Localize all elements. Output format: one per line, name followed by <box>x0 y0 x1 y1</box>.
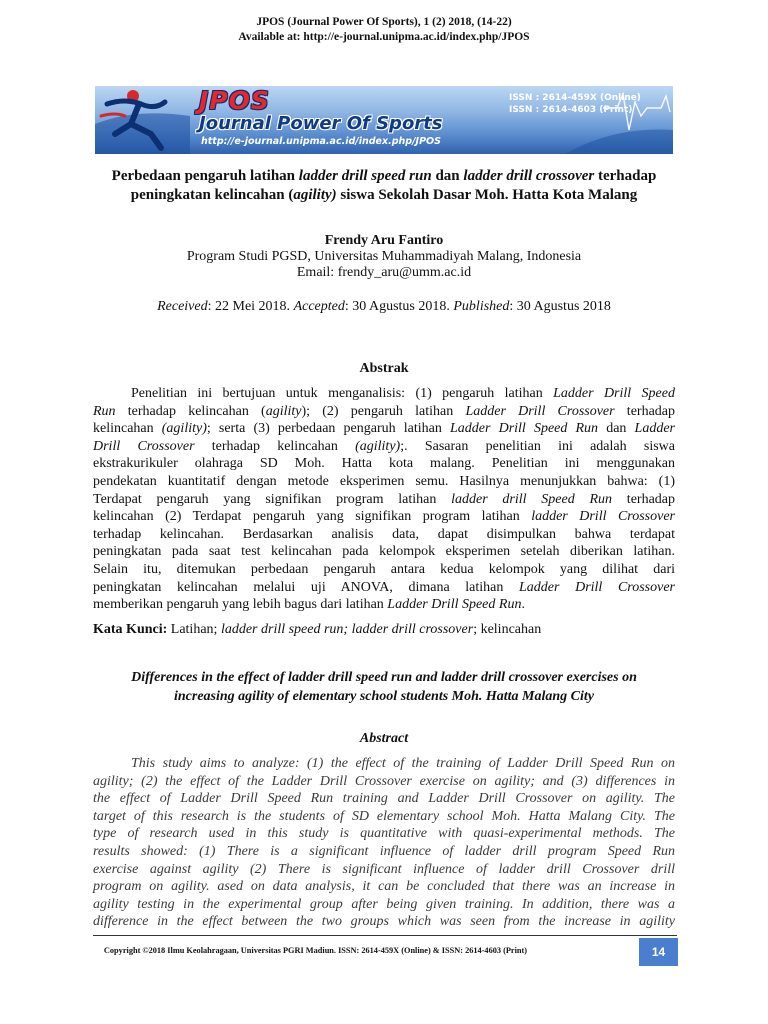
text-run: siswa Sekolah Dasar Moh. Hatta Kota Malang <box>336 187 638 203</box>
keywords-label: Kata Kunci: <box>93 622 168 637</box>
text-run: Latihan; <box>167 622 221 637</box>
english-abstract-line: agility; (2) the effect of the Ladder Drill Crossover exercise on agility; and (3) differences in <box>93 773 675 789</box>
text-run: ); (2) pengaruh latihan <box>301 403 466 419</box>
text-run: ; serta (3) perbedaan pengaruh latihan <box>206 421 451 437</box>
english-abstract-body <box>93 755 675 931</box>
italic-text: ladder Drill Crossover <box>531 509 675 525</box>
italic-text: Ladder Drill Speed Run <box>450 421 599 437</box>
english-abstract-line: agility testing in the experimental group after being given training. In addition, there was a <box>93 896 675 912</box>
banner-issn-print: ISSN : 2614-4603 (Print) <box>509 105 633 115</box>
english-abstract-line: target of this research is the students of SD elementary school Moh. Hatta Malang City. The <box>93 808 675 824</box>
abstrak-body <box>93 385 675 614</box>
abstrak-line <box>93 473 675 491</box>
english-abstract-line: type of research used in this study is quantitative with quasi-experimental methods. The <box>93 826 675 842</box>
italic-text: agility <box>265 403 302 419</box>
abstrak-line <box>93 455 675 473</box>
text-run: Penelitian ini bertujuan untuk menganalisis: (1) pengaruh latihan <box>131 386 554 401</box>
text-run: ;. Sasaran penelitian ini adalah siswa <box>400 438 675 454</box>
italic-text: Ladder <box>634 421 675 437</box>
abstrak-heading: Abstrak <box>359 361 409 376</box>
page-number: 14 <box>639 938 678 966</box>
text-run: peningkatan kelincahan melalui uji ANOVA, dimana latihan <box>93 579 520 595</box>
italic-text: Ladder Drill Speed Run <box>387 597 522 613</box>
abstrak-line <box>93 561 675 579</box>
text-run: terhadap kelincahan ( <box>115 403 266 419</box>
italic-text: Accepted <box>293 299 345 314</box>
abstrak-line <box>93 543 675 561</box>
italic-text: ladder drill speed run; ladder drill crossover <box>220 622 474 637</box>
text-run: terhadap <box>594 168 657 184</box>
english-abstract-line: This study aims to analyze: (1) the effect of the training of Ladder Drill Speed Run on <box>131 756 675 771</box>
italic-text: Ladder Drill Crossover <box>519 579 675 595</box>
english-abstract-heading: Abstract <box>359 731 409 746</box>
english-title-line-1: Differences in the effect of ladder drill speed run and ladder drill crossover exercises on <box>131 670 637 685</box>
article-dates <box>0 299 768 315</box>
italic-text: agility) <box>293 187 337 203</box>
english-title-line-2: increasing agility of elementary school students Moh. Hatta Malang City <box>173 689 595 704</box>
journal-banner <box>95 86 673 154</box>
text-run: : 22 Mei 2018. <box>207 299 294 314</box>
abstrak-line <box>93 596 675 614</box>
italic-text: Received <box>157 299 208 314</box>
abstrak-line <box>93 508 675 526</box>
text-run: pendekatan kuantitatif dengan metode eksperimen semu. Hasilnya menunjukkan bahwa: (1) <box>93 473 675 489</box>
abstrak-line <box>93 403 675 421</box>
banner-issn-online: ISSN : 2614-459X (Online) <box>509 93 641 103</box>
abstrak-line <box>93 385 675 403</box>
text-run: : 30 Agustus 2018 <box>509 299 611 314</box>
keywords-list <box>167 622 541 637</box>
text-run: peningkatan pada saat test kelincahan pada kelompok eksperimen setelah diberikan latihan. <box>93 544 675 560</box>
text-run: . <box>521 597 525 613</box>
author-affiliation: Program Studi PGSD, Universitas Muhammadiyah Malang, Indonesia <box>186 249 582 264</box>
abstrak-line <box>93 491 675 509</box>
abstrak-line <box>93 579 675 597</box>
abstrak-line <box>93 526 675 544</box>
italic-text: Ladder Drill Speed <box>553 386 675 401</box>
abstrak-line <box>93 438 675 456</box>
english-abstract-line: the effect of Ladder Drill Speed Run training and Ladder Drill Crossover on agility. The <box>93 791 675 807</box>
text-run: terhadap kelincahan. Berdasarkan analisis data, dapat disimpulkan bahwa terdapat <box>93 526 675 542</box>
text-run: dan <box>431 168 464 184</box>
text-run: Selain itu, ditemukan perbedaan pengaruh antara kedua kelompok yang dilihat dari <box>93 561 675 577</box>
text-run: memberikan pengaruh yang lebih bagus dari latihan <box>93 597 388 613</box>
article-title-line-1 <box>60 167 708 185</box>
text-run: Perbedaan pengaruh latihan <box>111 168 299 184</box>
abstrak-line <box>93 420 675 438</box>
footer-copyright: Copyright ©2018 Ilmu Keolahragaan, Universitas PGRI Madiun. ISSN: 2614-459X (Online) & ISSN: 2614-4603 (Print) <box>103 946 528 955</box>
footer-rule <box>93 935 677 936</box>
italic-text: Published <box>453 299 510 314</box>
italic-text: Drill Crossover <box>93 438 195 454</box>
text-run: kelincahan (2) Terdapat pengaruh yang signifikan program latihan <box>93 509 532 525</box>
english-abstract-line: results showed: (1) There is a significant influence of ladder drill program Speed Run <box>93 843 675 859</box>
running-header-journal: JPOS (Journal Power Of Sports), 1 (2) 2018, (14-22) <box>256 16 512 28</box>
author-name: Frendy Aru Fantiro <box>324 233 444 248</box>
text-run: terhadap <box>612 491 675 507</box>
italic-text: (agility) <box>161 421 207 437</box>
italic-text: Ladder Drill Crossover <box>465 403 615 419</box>
banner-journal-name: Journal Power Of Sports <box>199 113 443 134</box>
italic-text: Run <box>93 403 116 419</box>
text-run: ekstrakurikuler olahraga SD Moh. Hatta kota malang. Penelitian ini menggunakan <box>93 456 675 472</box>
text-run: : 30 Agustus 2018. <box>344 299 454 314</box>
italic-text: ladder drill speed run <box>298 168 432 184</box>
text-run: dan <box>598 421 635 437</box>
english-abstract-line: program on agility. ased on data analysis, it can be concluded that there was an increase in <box>93 879 675 895</box>
english-abstract-line: difference in the effect between the two groups which was seen from the increase in agility <box>93 914 675 930</box>
banner-url: http://e-journal.unipma.ac.id/index.php/JPOS <box>201 136 441 147</box>
english-abstract-line: exercise against agility (2) There is significant influence of ladder drill Crossover drill <box>93 861 675 877</box>
italic-text: ladder drill Speed Run <box>451 491 613 507</box>
text-run: Terdapat pengaruh yang signifikan program latihan <box>93 491 452 507</box>
text-run: kelincahan <box>93 421 162 437</box>
author-email: Email: frendy_aru@umm.ac.id <box>296 265 472 280</box>
text-run: terhadap kelincahan <box>194 438 356 454</box>
banner-acronym: JPOS <box>199 86 270 115</box>
text-run: ; kelincahan <box>473 622 542 637</box>
italic-text: ladder drill crossover <box>463 168 595 184</box>
article-title-line-2 <box>60 186 708 204</box>
keywords <box>93 622 541 638</box>
italic-text: (agility) <box>355 438 401 454</box>
text-run: peningkatan kelincahan ( <box>130 187 294 203</box>
running-header-url: Available at: http://e-journal.unipma.ac.id/index.php/JPOS <box>238 31 530 43</box>
text-run: terhadap <box>614 403 676 419</box>
